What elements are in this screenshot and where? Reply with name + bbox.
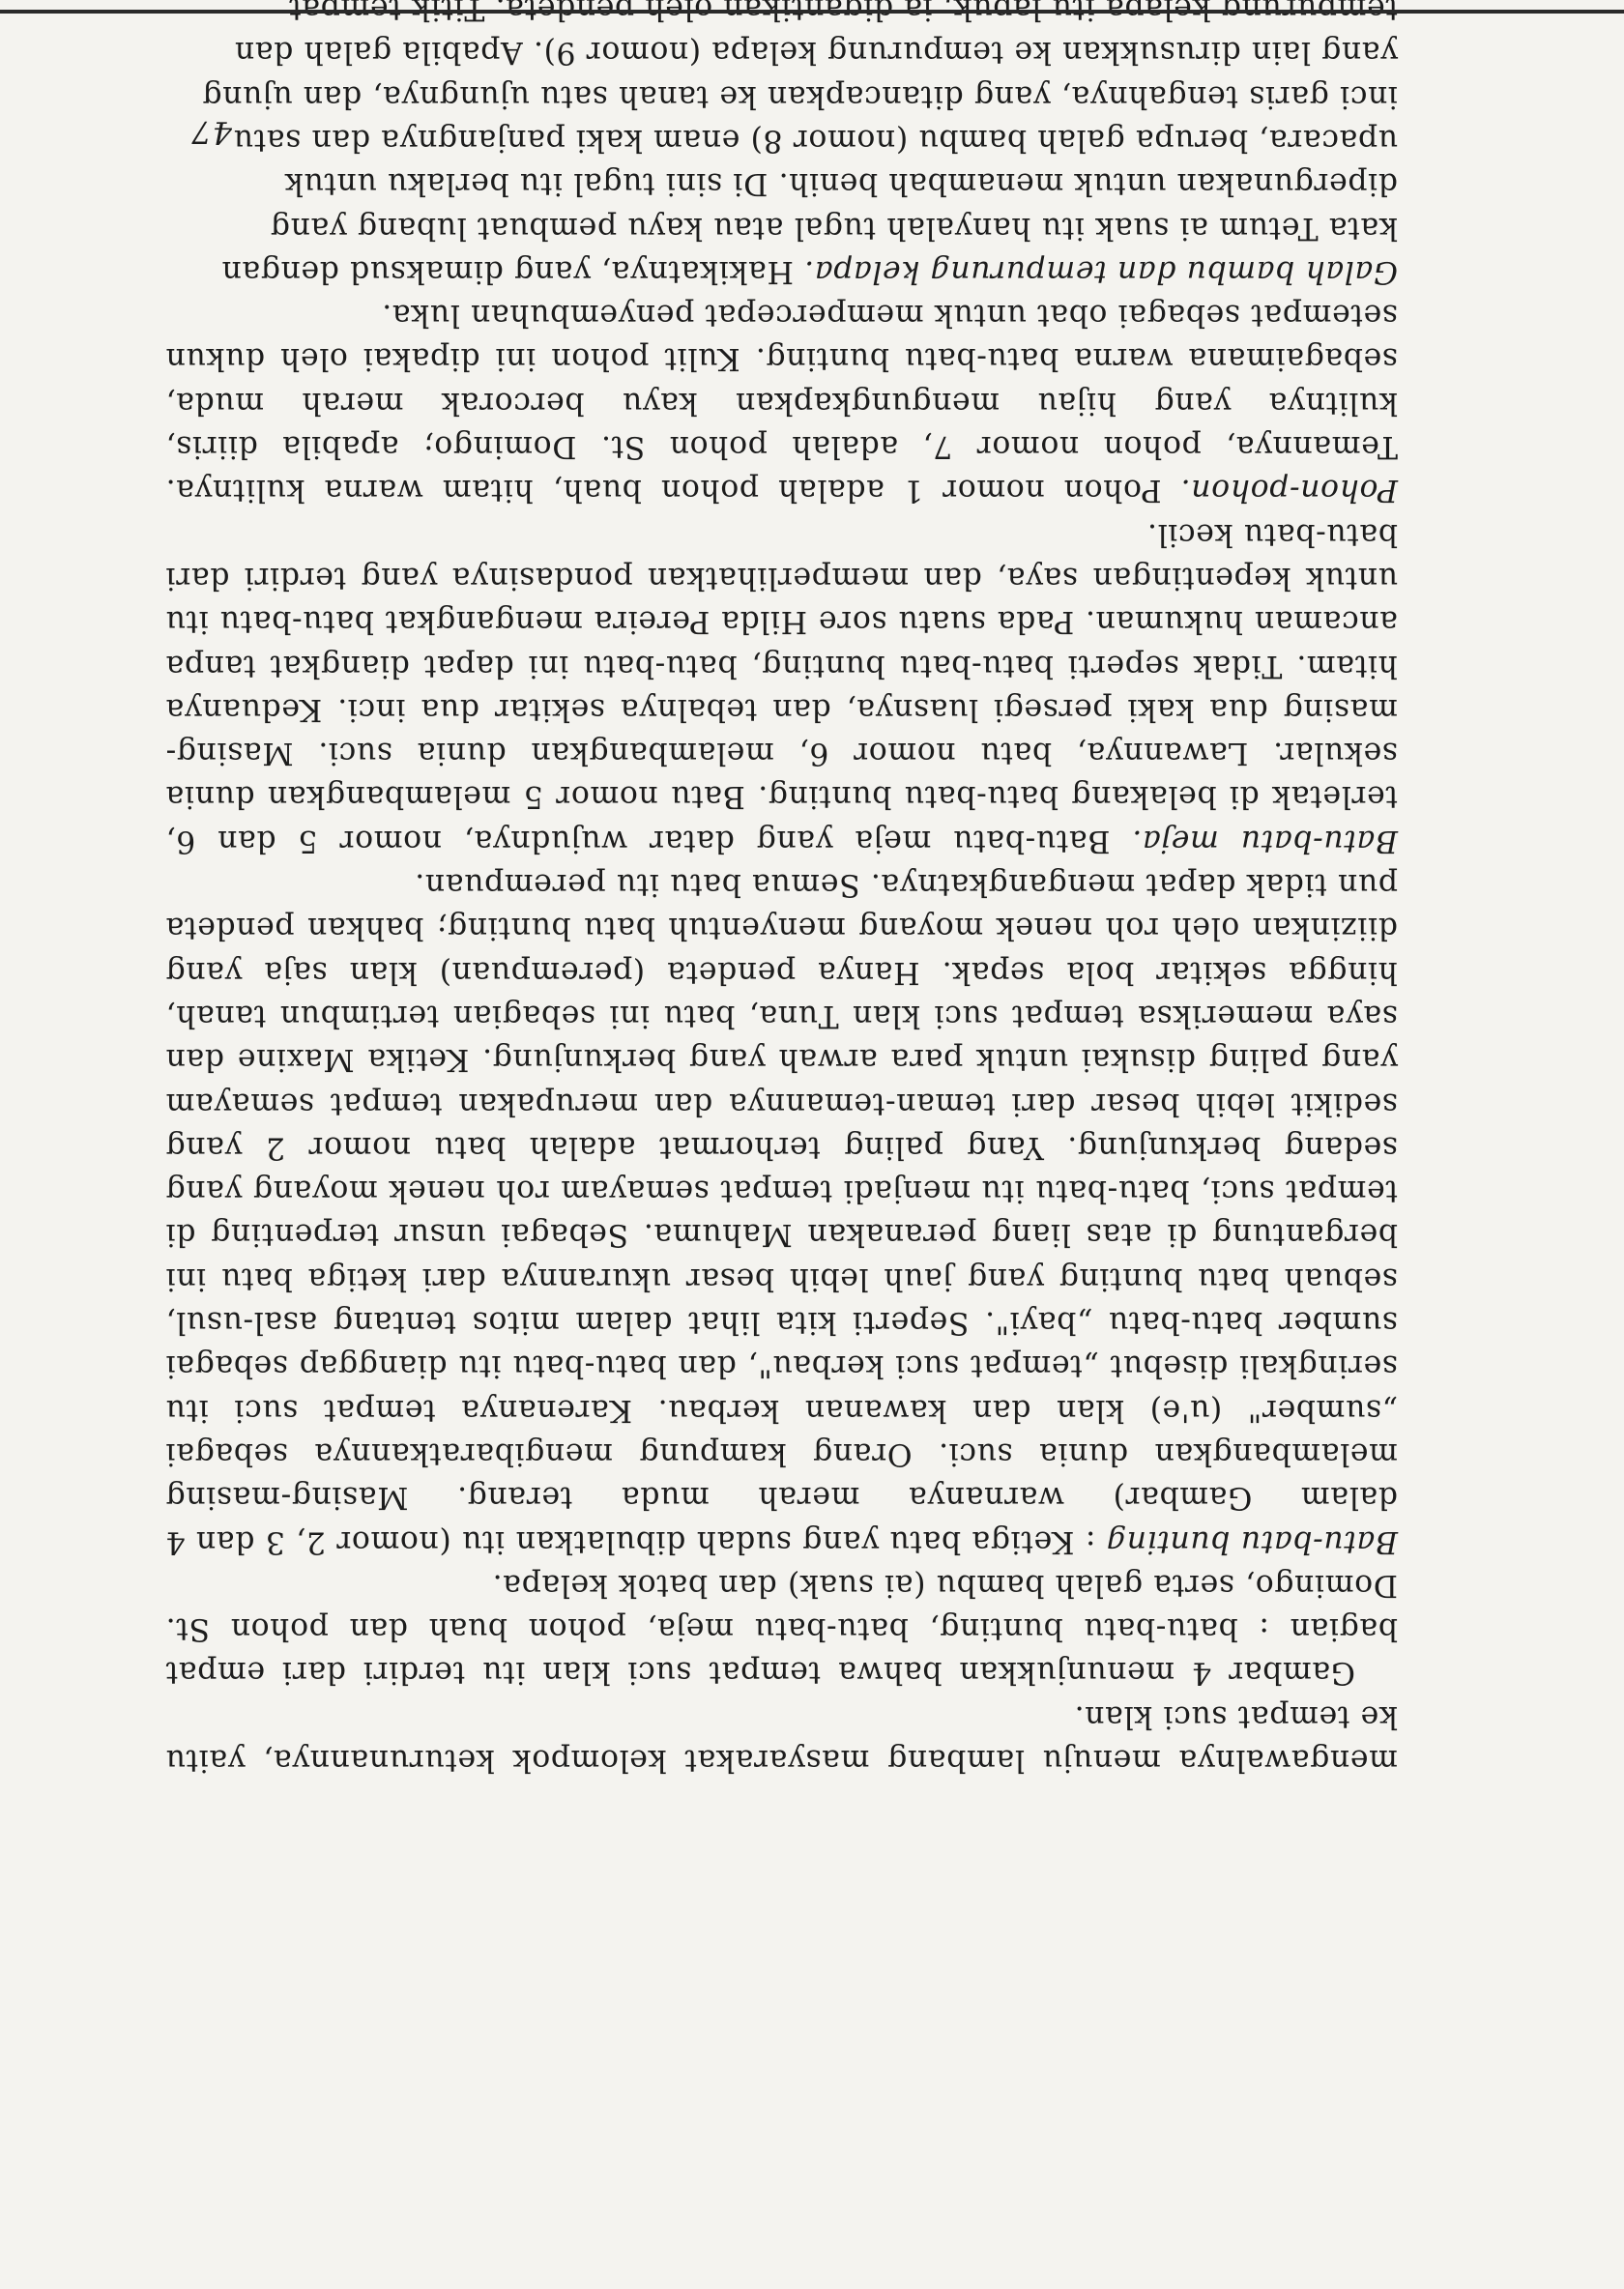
paragraph-3: Batu-batu bunting : Ketiga batu yang sudah dibulatkan itu (nomor 2, 3 dan 4 dalam Gambar) warnanya merah muda terang. Masing-masing melambangkan dunia suci. Orang kampung mengibaratkannya sebagai „sumber" (u'e) klan dan kawanan kerbau. Karenanya tempat suci itu seringkali disebut „tempat suci kerbau", dan batu-batu itu dianggap sebagai sumber batu-batu „bayi". Seperti kita lihat dalam mitos tentang asal-usul, sebuah batu bunting yang jauh lebih besar ukurannya dari ketiga batu ini bergantung di atas liang peranakan Mahuma. Sebagai unsur terpenting di tempat suci, batu-batu itu menjadi tempat semayam roh nenek moyang yang sedang berkunjung. Yang paling terhormat adalah batu nomor 2 yang sedikit lebih besar dari teman-temannya dan merupakan tempat semayam yang paling disukai untuk para arwah yang berkunjung. Ketika Maxine dan saya memeriksa tempat suci klan Tuna, batu ini sebagian tertimbun tanah, hingga sekitar bola sepak. Hanya pendeta (perempuan) klan saja yang diizinkan oleh roh nenek moyang menyentuh batu bunting; bahkan pendeta pun tidak dapat mengangkatnya. Semua batu itu perempuan. (164, 867, 1398, 1559)
page-number: 47 (190, 114, 232, 151)
paragraph-5: Pohon-pohon. Pohon nomor 1 adalah pohon buah, hitam warna kulitnya. Temannya, pohon nomor 7, adalah pohon St. Domingo; apabila diiris, kulitnya yang hijau mengungkapkan kayu bercorak merah muda, sebagaimana warna batu-batu bunting. Kulit pohon ini dipakai oleh dukun setempat sebagai obat untuk mempercepat penyembuhan luka. (165, 298, 1398, 508)
paragraph-4: Batu-batu meja. Batu-batu meja yang datar wujudnya, nomor 5 dan 6, terletak di belakang batu-batu bunting. Batu nomor 5 melambangkan dunia sekular. Lawannya, batu nomor 6, melambangkan dunia suci. Masing-masing dua kaki persegi luasnya, dan tebalnya sekitar dua inci. Keduanya hitam. Tidak seperti batu-batu bunting, batu-batu ini dapat diangkat tanpa ancaman hukuman. Pada suatu sore Hilda Pereira mengangkat batu-batu itu untuk kepentingan saya, dan memperlihatkan pondasinya yang terdiri dari batu-batu kecil. (165, 516, 1398, 858)
scan-edge-rule (0, 10, 1624, 14)
term-pohon: Pohon-pohon. (1180, 473, 1398, 508)
body-text (165, 0, 1398, 1782)
paragraph-1: mengawalnya menuju lambang masyarakat kelompok keturunannya, yaitu ke tempat suci klan. (165, 1698, 1398, 1778)
paragraph-2: Gambar 4 menunjukkan bahwa tempat suci klan itu terdiri dari empat bagian : batu-batu bunting, batu-batu meja, pohon buah dan pohon St. Domingo, serta galah bambu (ai suak) dan batok kelapa. (165, 1567, 1398, 1691)
term-galah-bambu: Galah bambu dan tempurung kelapa. (803, 253, 1398, 289)
paragraph-6: Galah bambu dan tempurung kelapa. Hakikatnya, yang dimaksud dengan kata Tetum ai suak itu hanyalah tugal atau kayu pembuat lubang yang dipergunakan untuk menambah benih. Di sini tugal itu berlaku untuk upacara, berupa galah bambu (nomor 8) enam kaki panjangnya dan satu inci garis tengahnya, yang ditancapkan ke tanah satu ujungnya, dan ujung yang lain dirusukkan ke tempurung kelapa (nomor 9). Apabila galah dan (201, 35, 1398, 289)
term-batu-bunting: Batu-batu bunting (1106, 1523, 1398, 1559)
term-batu-meja: Batu-batu meja. (1131, 823, 1398, 858)
